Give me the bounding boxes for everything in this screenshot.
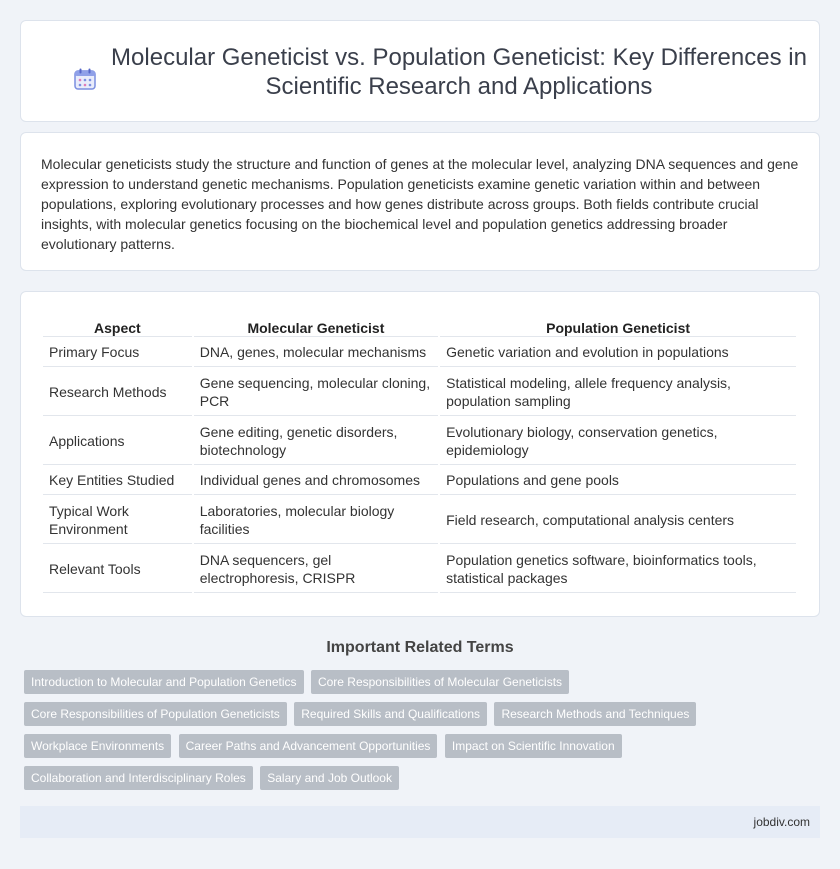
table-cell-aspect: Relevant Tools	[43, 545, 192, 593]
table-cell-molecular: Laboratories, molecular biology facilities	[194, 496, 438, 544]
calendar-icon	[73, 67, 97, 91]
table-cell-molecular: Gene sequencing, molecular cloning, PCR	[194, 368, 438, 416]
related-term-tag[interactable]: Workplace Environments	[24, 734, 171, 758]
related-term-tag[interactable]: Core Responsibilities of Molecular Geneticists	[311, 670, 569, 694]
table-cell-aspect: Primary Focus	[43, 338, 192, 367]
related-terms-heading: Important Related Terms	[326, 639, 514, 656]
table-cell-population: Genetic variation and evolution in populations	[440, 338, 796, 367]
table-cell-aspect: Research Methods	[43, 368, 192, 416]
intro-paragraph: Molecular geneticists study the structure and function of genes at the molecular level, analyzing DNA sequences and gene expression to understand genetic mechanisms. Population geneticists examine genetic variation within and between populations, exploring evolutionary processes and how genes distribute across groups. Both fields contribute crucial insights, with molecular genetics focusing on the biochemical level and population genetics addressing broader evolutionary patterns.	[41, 156, 799, 252]
related-term-tag[interactable]: Collaboration and Interdisciplinary Roles	[24, 766, 253, 790]
comparison-table	[41, 312, 798, 594]
table-row	[43, 417, 796, 465]
related-term-tag[interactable]: Core Responsibilities of Population Geneticists	[24, 702, 287, 726]
table-row	[43, 466, 796, 495]
table-header-population: Population Geneticist	[440, 313, 796, 337]
related-term-tag[interactable]: Salary and Job Outlook	[260, 766, 399, 790]
table-header-aspect: Aspect	[43, 313, 192, 337]
table-cell-population: Field research, computational analysis centers	[440, 496, 796, 544]
table-row	[43, 338, 796, 367]
related-terms-list	[24, 670, 724, 798]
table-cell-aspect: Applications	[43, 417, 192, 465]
page-title: Molecular Geneticist vs. Population Geneticist: Key Differences in Scientific Research and Applications	[111, 44, 807, 100]
table-cell-molecular: DNA sequencers, gel electrophoresis, CRISPR	[194, 545, 438, 593]
related-term-tag[interactable]: Required Skills and Qualifications	[294, 702, 487, 726]
related-term-tag[interactable]: Impact on Scientific Innovation	[445, 734, 622, 758]
related-term-tag[interactable]: Career Paths and Advancement Opportunities	[179, 734, 438, 758]
table-row	[43, 496, 796, 544]
table-cell-molecular: Individual genes and chromosomes	[194, 466, 438, 495]
intro-card	[20, 132, 820, 271]
footer-site-link[interactable]: jobdiv.com	[753, 815, 810, 829]
table-cell-population: Populations and gene pools	[440, 466, 796, 495]
related-term-tag[interactable]: Introduction to Molecular and Population Genetics	[24, 670, 304, 694]
table-cell-aspect: Key Entities Studied	[43, 466, 192, 495]
table-cell-molecular: Gene editing, genetic disorders, biotechnology	[194, 417, 438, 465]
header-card	[20, 20, 820, 122]
table-cell-molecular: DNA, genes, molecular mechanisms	[194, 338, 438, 367]
table-cell-population: Statistical modeling, allele frequency analysis, population sampling	[440, 368, 796, 416]
table-row	[43, 545, 796, 593]
table-row	[43, 368, 796, 416]
table-cell-population: Population genetics software, bioinformatics tools, statistical packages	[440, 545, 796, 593]
table-cell-aspect: Typical Work Environment	[43, 496, 192, 544]
footer	[20, 806, 820, 838]
table-header-molecular: Molecular Geneticist	[194, 313, 438, 337]
comparison-table-card	[20, 291, 820, 617]
table-cell-population: Evolutionary biology, conservation genetics, epidemiology	[440, 417, 796, 465]
related-term-tag[interactable]: Research Methods and Techniques	[494, 702, 696, 726]
